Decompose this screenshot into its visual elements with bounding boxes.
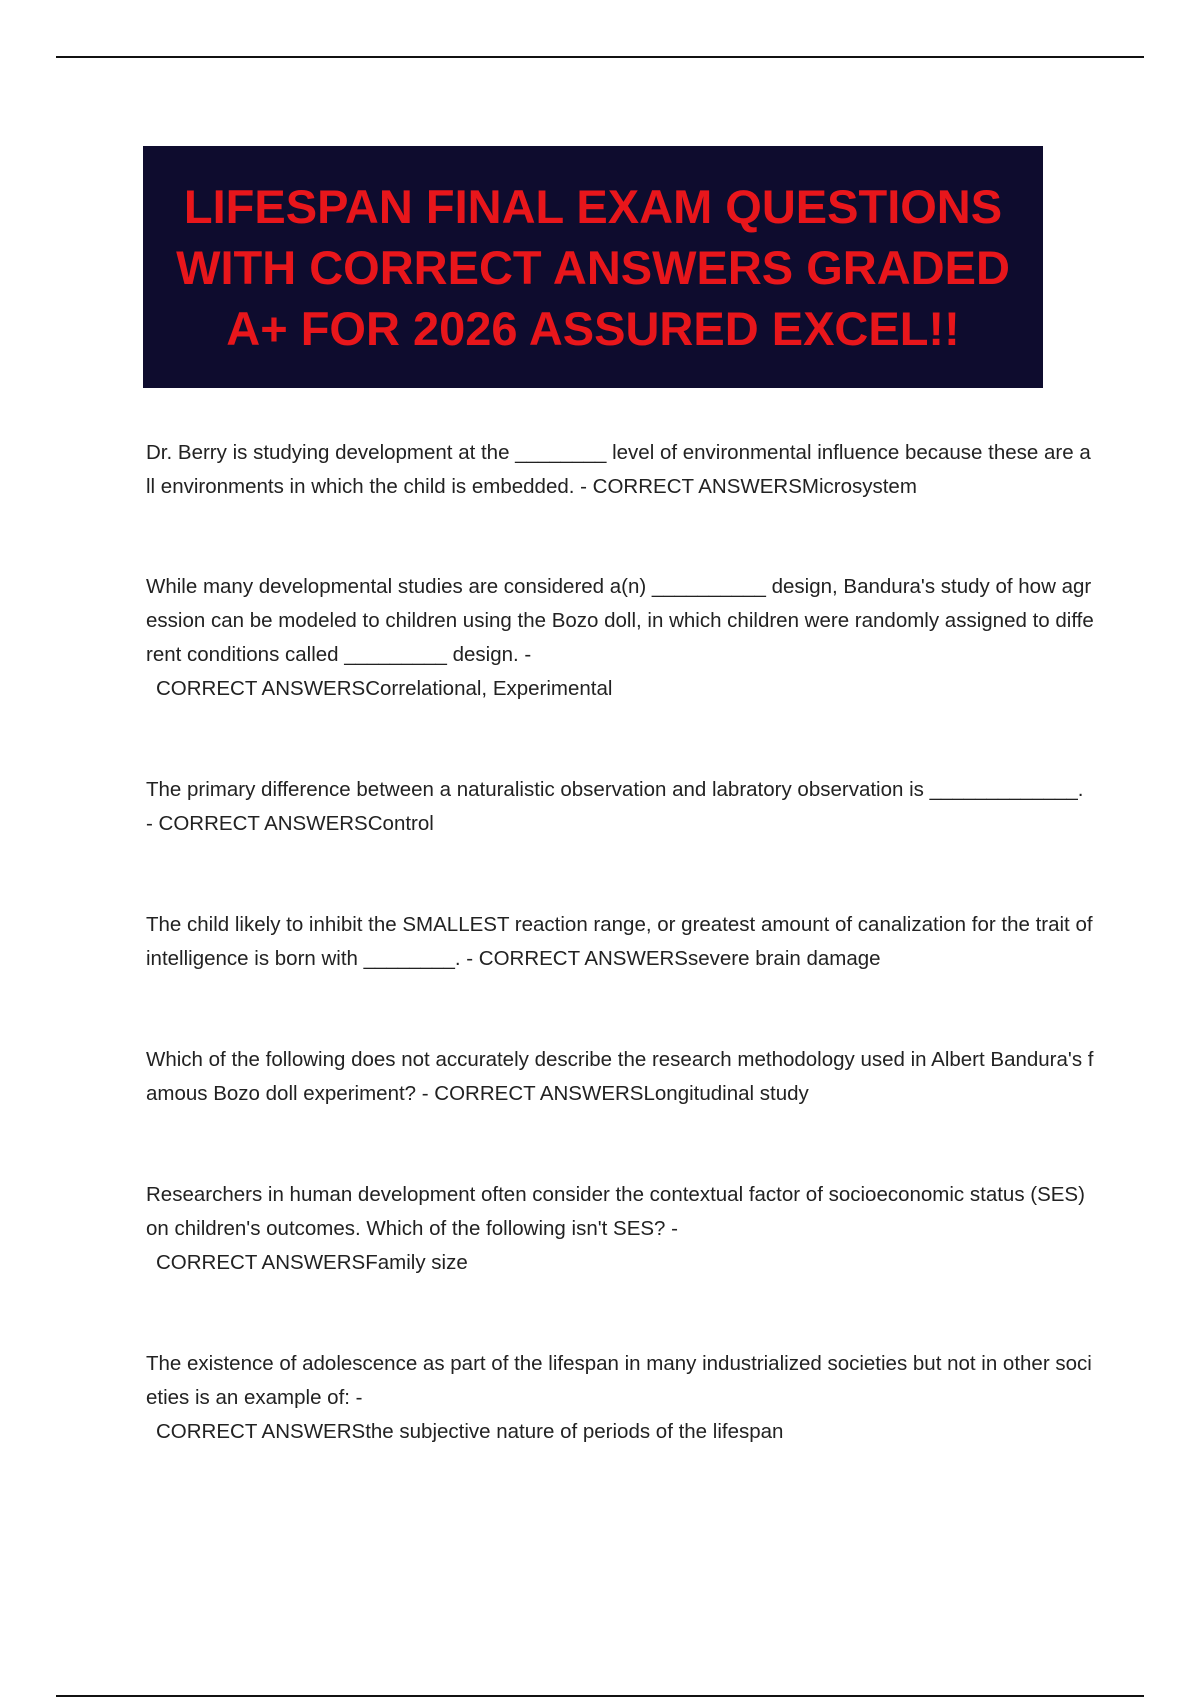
answer-text: CORRECT ANSWERSCorrelational, Experimental	[156, 677, 613, 700]
qa-item-2	[146, 570, 1094, 706]
answer-text: CORRECT ANSWERSLongitudinal study	[434, 1082, 809, 1105]
answer-text: CORRECT ANSWERSMicrosystem	[592, 475, 917, 498]
document-title: LIFESPAN FINAL EXAM QUESTIONS WITH CORRECT ANSWERS GRADED A+ FOR 2026 ASSURED EXCEL!!	[176, 179, 1010, 355]
bottom-divider	[56, 1695, 1144, 1697]
answer-text: CORRECT ANSWERSsevere brain damage	[478, 947, 881, 970]
question-text: Dr. Berry is studying development at the ________ level of environmental influence because these are all environments in which the child is embedded. -	[146, 441, 1091, 498]
qa-item-5	[146, 1043, 1094, 1111]
answer-text: CORRECT ANSWERSFamily size	[156, 1251, 468, 1274]
qa-item-4	[146, 908, 1094, 976]
qa-item-7	[146, 1347, 1094, 1449]
title-banner	[143, 146, 1043, 388]
answer-text: CORRECT ANSWERSControl	[158, 812, 434, 835]
question-text: The existence of adolescence as part of the lifespan in many industrialized societies but not in other societies is an example of: -	[146, 1352, 1092, 1409]
question-text: Researchers in human development often consider the contextual factor of socioeconomic status (SES) on children's outcomes. Which of the following isn't SES? -	[146, 1183, 1085, 1240]
qa-item-3	[146, 773, 1094, 841]
qa-item-1	[146, 436, 1094, 504]
question-text: Which of the following does not accurately describe the research methodology used in Albert Bandura's famous Bozo doll experiment? -	[146, 1048, 1094, 1105]
qa-item-6	[146, 1178, 1094, 1280]
question-text: The child likely to inhibit the SMALLEST reaction range, or greatest amount of canalization for the trait of intelligence is born with ________. -	[146, 913, 1093, 970]
top-divider	[56, 56, 1144, 58]
answer-text: CORRECT ANSWERSthe subjective nature of periods of the lifespan	[156, 1420, 784, 1443]
question-text: While many developmental studies are considered a(n) __________ design, Bandura's study of how agression can be modeled to children using the Bozo doll, in which children were randomly assigned to different conditions called _________ design. -	[146, 575, 1094, 666]
question-text: The primary difference between a naturalistic observation and labratory observation is _____________. -	[146, 778, 1084, 835]
